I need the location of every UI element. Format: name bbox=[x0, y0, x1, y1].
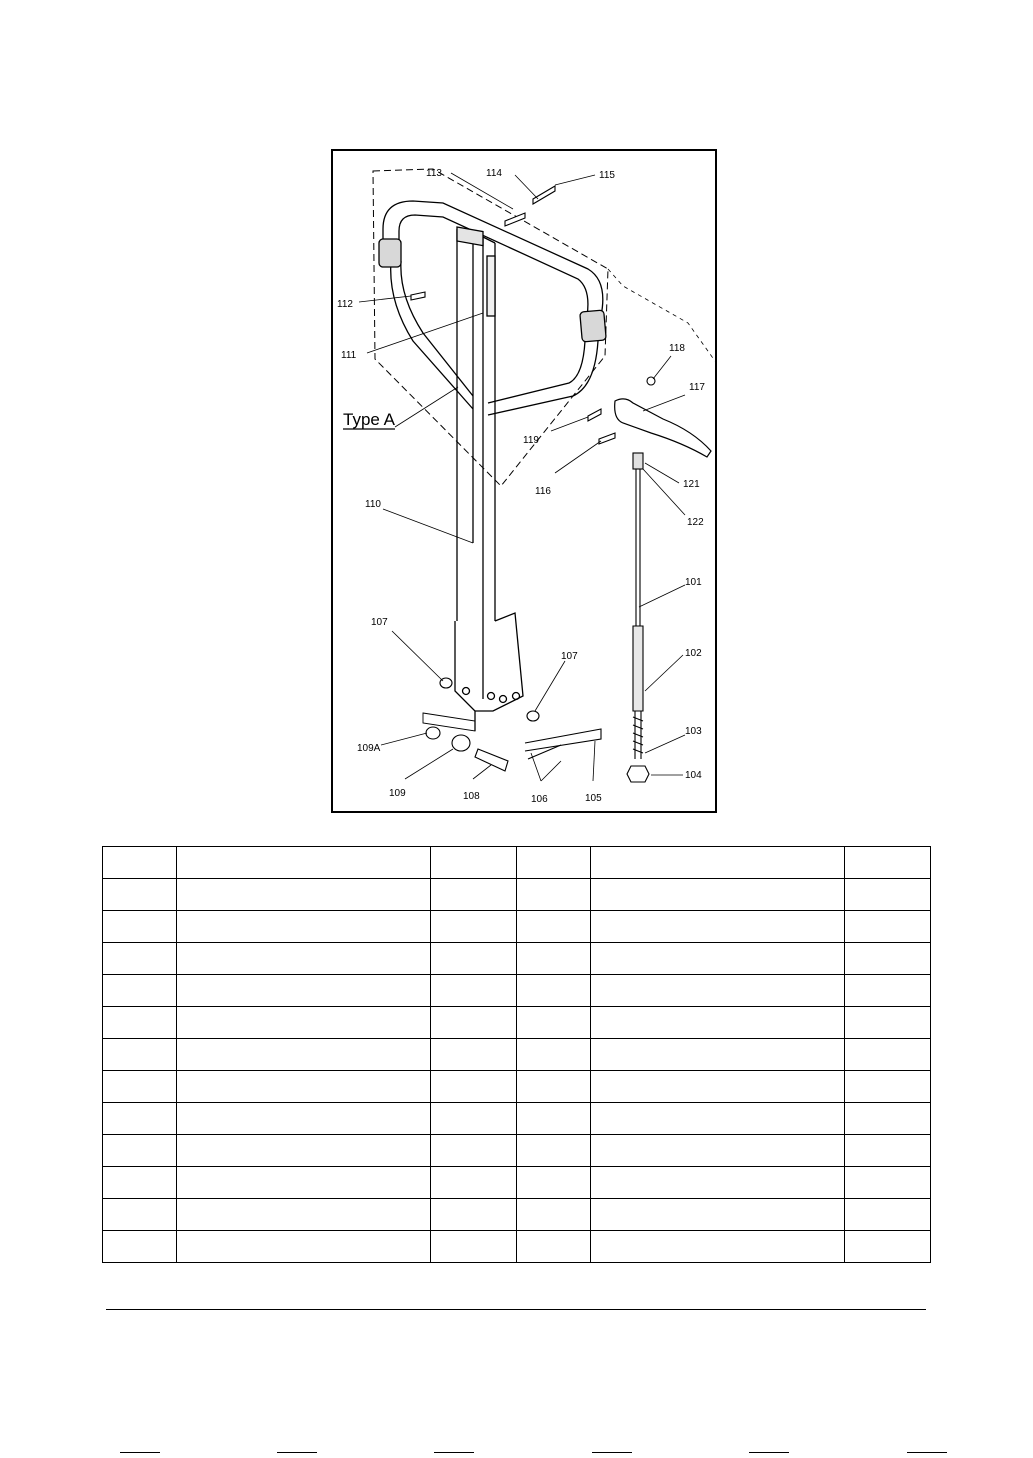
table-cell bbox=[845, 1007, 931, 1039]
table-cell bbox=[517, 911, 591, 943]
table-row bbox=[103, 1039, 931, 1071]
table-cell bbox=[845, 1167, 931, 1199]
table-cell bbox=[591, 1103, 845, 1135]
table-cell bbox=[517, 1135, 591, 1167]
table-cell bbox=[517, 879, 591, 911]
table-cell bbox=[431, 1039, 517, 1071]
table-row bbox=[103, 1167, 931, 1199]
table-cell bbox=[845, 1103, 931, 1135]
bottom-edge-mark bbox=[749, 1452, 789, 1453]
table-row bbox=[103, 1103, 931, 1135]
table-cell bbox=[103, 1039, 177, 1071]
table-row bbox=[103, 847, 931, 879]
table-cell bbox=[177, 1039, 431, 1071]
table-cell bbox=[431, 1071, 517, 1103]
table-cell bbox=[177, 1135, 431, 1167]
callout-108: 108 bbox=[463, 791, 480, 802]
table-cell bbox=[517, 847, 591, 879]
lever-dashed-guide bbox=[608, 269, 715, 361]
parts-list-table bbox=[102, 846, 931, 1263]
table-cell bbox=[431, 1103, 517, 1135]
table-cell bbox=[431, 1167, 517, 1199]
callout-107-left: 107 bbox=[371, 617, 388, 628]
table-cell bbox=[591, 1231, 845, 1263]
table-cell bbox=[591, 1167, 845, 1199]
callout-117: 117 bbox=[689, 382, 705, 393]
table-row bbox=[103, 1135, 931, 1167]
table-cell bbox=[591, 1199, 845, 1231]
callout-113: 113 bbox=[426, 168, 442, 179]
table-cell bbox=[177, 1007, 431, 1039]
table-cell bbox=[431, 1135, 517, 1167]
table-cell bbox=[591, 1007, 845, 1039]
footer-divider bbox=[106, 1309, 926, 1310]
table-cell bbox=[845, 1071, 931, 1103]
table-cell bbox=[103, 1167, 177, 1199]
table-cell bbox=[103, 1199, 177, 1231]
callout-103: 103 bbox=[685, 726, 702, 737]
table-cell bbox=[103, 975, 177, 1007]
table-cell bbox=[177, 975, 431, 1007]
callout-102: 102 bbox=[685, 648, 702, 659]
table-cell bbox=[845, 879, 931, 911]
table-cell bbox=[591, 1135, 845, 1167]
table-cell bbox=[517, 1103, 591, 1135]
table-cell bbox=[431, 879, 517, 911]
table-cell bbox=[591, 847, 845, 879]
table-cell bbox=[431, 1199, 517, 1231]
table-cell bbox=[591, 1039, 845, 1071]
table-cell bbox=[517, 1199, 591, 1231]
table-cell bbox=[431, 911, 517, 943]
callout-119: 119 bbox=[523, 435, 539, 446]
table-cell bbox=[177, 1103, 431, 1135]
table-cell bbox=[845, 1039, 931, 1071]
table-cell bbox=[177, 1231, 431, 1263]
table-cell bbox=[103, 879, 177, 911]
table-cell bbox=[177, 847, 431, 879]
release-lever bbox=[615, 399, 711, 457]
callout-106: 106 bbox=[531, 794, 548, 805]
table-cell bbox=[517, 943, 591, 975]
table-cell bbox=[591, 1071, 845, 1103]
table-cell bbox=[177, 1199, 431, 1231]
bottom-edge-mark bbox=[277, 1452, 317, 1453]
table-cell bbox=[103, 1071, 177, 1103]
callout-121: 121 bbox=[683, 479, 700, 490]
table-cell bbox=[517, 1071, 591, 1103]
table-cell bbox=[103, 1007, 177, 1039]
table-row bbox=[103, 1007, 931, 1039]
callout-111: 111 bbox=[341, 350, 357, 361]
small-parts bbox=[411, 186, 655, 771]
callout-110: 110 bbox=[365, 499, 381, 510]
table-cell bbox=[845, 847, 931, 879]
table-row bbox=[103, 879, 931, 911]
bottom-edge-mark bbox=[592, 1452, 632, 1453]
handle-shaft bbox=[457, 227, 495, 621]
table-row bbox=[103, 943, 931, 975]
table-cell bbox=[517, 1007, 591, 1039]
table-cell bbox=[845, 975, 931, 1007]
table-cell bbox=[517, 1039, 591, 1071]
table-cell bbox=[177, 911, 431, 943]
bottom-edge-mark bbox=[434, 1452, 474, 1453]
push-rod bbox=[627, 453, 649, 782]
table-cell bbox=[431, 975, 517, 1007]
table-cell bbox=[103, 1231, 177, 1263]
callout-109: 109 bbox=[389, 788, 406, 799]
table-row bbox=[103, 911, 931, 943]
table-cell bbox=[431, 1231, 517, 1263]
table-cell bbox=[591, 943, 845, 975]
callout-105: 105 bbox=[585, 793, 602, 804]
table-cell bbox=[103, 847, 177, 879]
bottom-edge-mark bbox=[907, 1452, 947, 1453]
handle-assembly-drawing bbox=[333, 151, 719, 815]
callout-112: 112 bbox=[337, 299, 353, 310]
exploded-parts-diagram bbox=[331, 149, 717, 813]
table-cell bbox=[103, 1135, 177, 1167]
table-cell bbox=[103, 911, 177, 943]
table-cell bbox=[177, 1071, 431, 1103]
table-cell bbox=[591, 879, 845, 911]
callout-118: 118 bbox=[669, 343, 685, 354]
table-cell bbox=[431, 943, 517, 975]
callout-116: 116 bbox=[535, 486, 551, 497]
callout-109a: 109A bbox=[357, 743, 381, 754]
shaft-bottom-bracket bbox=[423, 613, 523, 731]
table-row bbox=[103, 1199, 931, 1231]
table-cell bbox=[103, 1103, 177, 1135]
table-cell bbox=[177, 1167, 431, 1199]
callout-101: 101 bbox=[685, 577, 702, 588]
table-cell bbox=[845, 1135, 931, 1167]
table-row bbox=[103, 975, 931, 1007]
table-cell bbox=[103, 943, 177, 975]
table-cell bbox=[177, 943, 431, 975]
table-cell bbox=[517, 975, 591, 1007]
table-row bbox=[103, 1231, 931, 1263]
table-cell bbox=[845, 943, 931, 975]
table-cell bbox=[591, 975, 845, 1007]
callout-122: 122 bbox=[687, 517, 704, 528]
table-cell bbox=[177, 879, 431, 911]
table-cell bbox=[845, 911, 931, 943]
table-cell bbox=[845, 1231, 931, 1263]
callout-104: 104 bbox=[685, 770, 702, 781]
bottom-edge-mark bbox=[120, 1452, 160, 1453]
table-cell bbox=[517, 1231, 591, 1263]
table-cell bbox=[431, 847, 517, 879]
table-cell bbox=[517, 1167, 591, 1199]
callout-115: 115 bbox=[599, 170, 615, 181]
callout-107-right: 107 bbox=[561, 651, 578, 662]
callout-114: 114 bbox=[486, 168, 502, 179]
table-cell bbox=[431, 1007, 517, 1039]
table-cell bbox=[845, 1199, 931, 1231]
table-row bbox=[103, 1071, 931, 1103]
table-cell bbox=[591, 911, 845, 943]
type-a-label: Type A bbox=[343, 410, 395, 429]
